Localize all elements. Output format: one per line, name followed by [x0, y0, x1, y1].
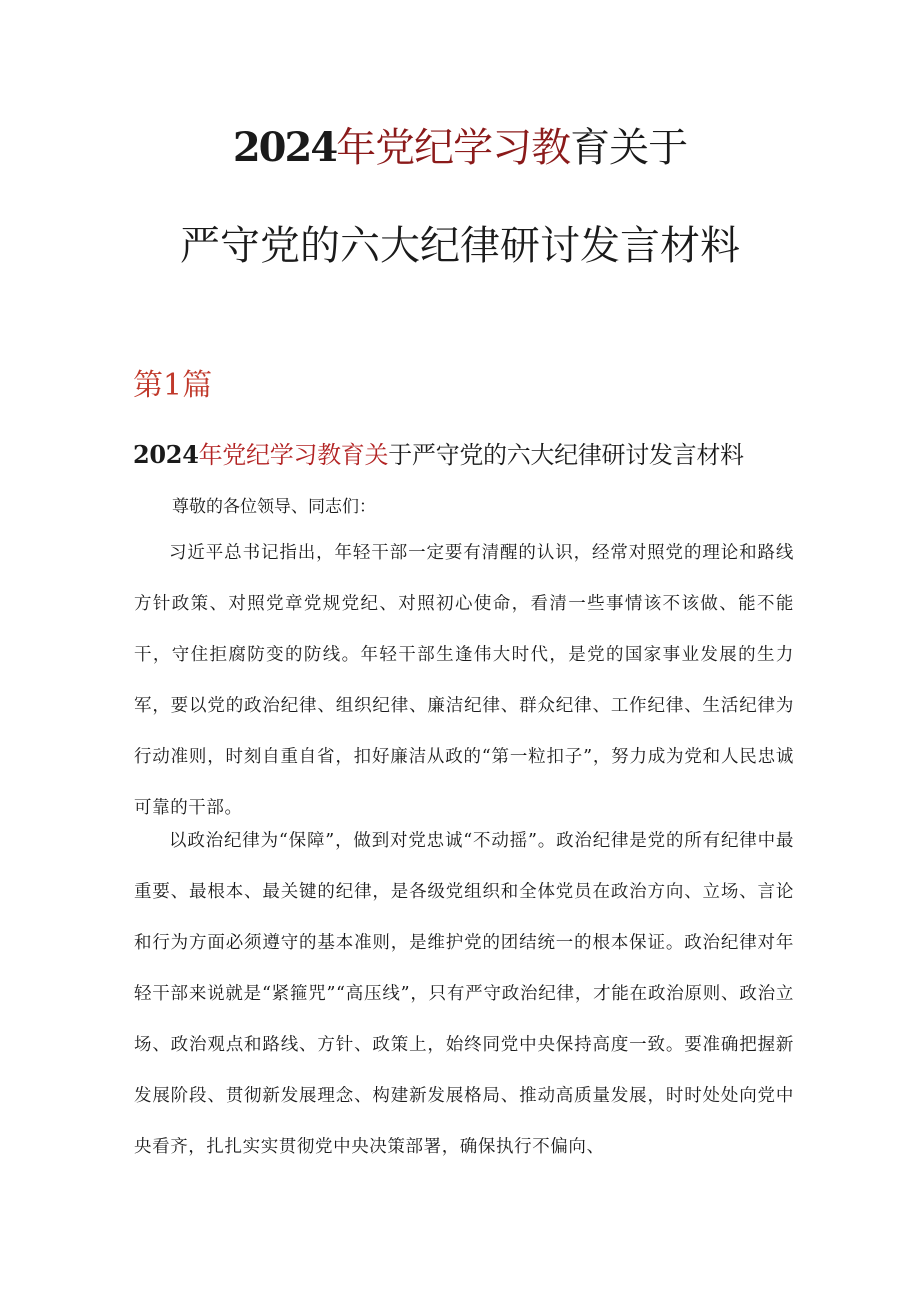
title-year: 2024: [232, 124, 337, 171]
greeting-line: 尊敬的各位领导、同志们：: [172, 497, 376, 517]
subtitle-rest-text: 于严守党的六大纪律研讨发言材料: [388, 441, 744, 469]
title-dark-text: 育关于: [570, 125, 688, 171]
document-title-line-2: 严守党的六大纪律研讨发言材料: [180, 223, 740, 269]
section-heading: 第1篇: [133, 368, 213, 403]
body-paragraph-2: 以政治纪律为“保障”，做到对党忠诚“不动摇”。政治纪律是党的所有纪律中最重要、最根本、最关键的纪律，是各级党组织和全体党员在政治方向、立场、言论和行为方面必须遵守的基本准则，是维护党的团结统一的根本保证。政治纪律对年轻干部来说就是“紧箍咒”“高压线”，只有严守政治纪律，才能在政治原则、政治立场、政治观点和路线、方针、政策上，始终同党中央保持高度一致。要准确把握新发展阶段、贯彻新发展理念、构建新发展格局、推动高质量发展，时时处处向党中央看齐，扎扎实实贯彻党中央决策部署，确保执行不偏向、: [134, 831, 794, 1157]
subtitle-red-text: 年党纪学习教育关: [198, 441, 389, 469]
article-subtitle: [133, 437, 744, 473]
subtitle-year: 2024: [133, 440, 199, 469]
title-red-text: 年党纪学习教: [336, 125, 571, 171]
document-title-line-1: [0, 124, 920, 172]
body-paragraph-1: 习近平总书记指出，年轻干部一定要有清醒的认识，经常对照党的理论和路线方针政策、对照党章党规党纪、对照初心使命，看清一些事情该不该做、能不能干，守住拒腐防变的防线。年轻干部生逢伟大时代，是党的国家事业发展的生力军，要以党的政治纪律、组织纪律、廉洁纪律、群众纪律、工作纪律、生活纪律为行动准则，时刻自重自省，扣好廉洁从政的“第一粒扣子”，努力成为党和人民忠诚可靠的干部。: [134, 543, 794, 818]
